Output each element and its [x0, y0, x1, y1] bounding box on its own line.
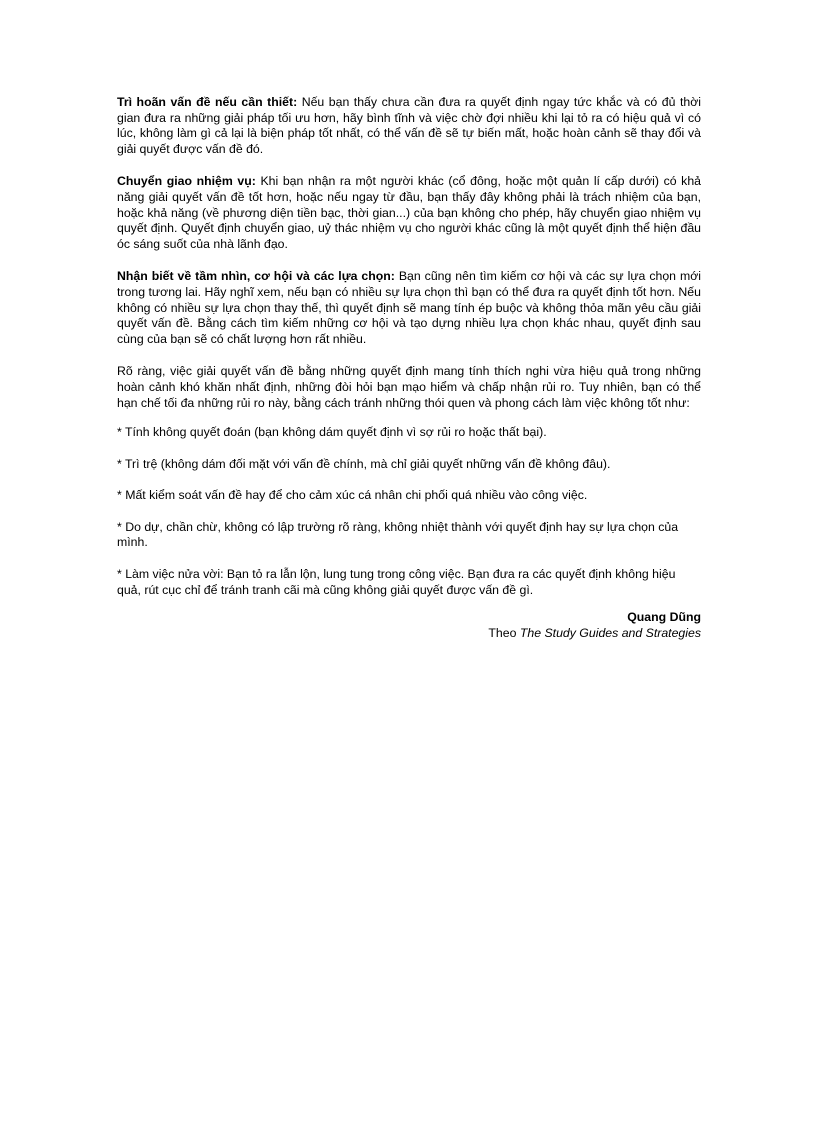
paragraph-delay	[117, 95, 701, 157]
paragraph-text: Khi bạn nhận ra một người khác (cổ đông, hoặc một quản lí cấp dưới) có khả năng giải quyết vấn đề tốt hơn, hoặc nếu ngay từ đầu, bạn thấy đây không phải là trách nhiệm của bạn, hoặc khả năng (về phương diện tiền bạc, thời gian...) của bạn không cho phép, hãy chuyển giao nhiệm vụ quyết định. Quyết định chuyển giao, uỷ thác nhiệm vụ cho người khác cũng là một quyết định thể hiện đầu óc sáng suốt của nhà lãnh đạo.	[117, 174, 701, 251]
source-credit	[117, 626, 701, 642]
paragraph-delegate	[117, 174, 701, 252]
bullet-item: * Do dự, chần chừ, không có lập trường rõ ràng, không nhiệt thành với quyết định hay sự lựa chọn của mình.	[117, 519, 679, 550]
paragraph-text: Nếu bạn thấy chưa cần đưa ra quyết định ngay tức khắc và có đủ thời gian đưa ra những giải pháp tối ưu hơn, hãy bình tĩnh và việc chờ đợi nhiều khi lại tỏ ra có hiệu quả vì có lúc, không làm gì cả lại là biện pháp tốt nhất, có thể vấn đề sẽ tự biến mất, hoặc hoàn cảnh sẽ thay đổi và giải quyết được vấn đề đó.	[117, 95, 701, 156]
paragraph-vision	[117, 269, 701, 347]
paragraph-intro: Rõ ràng, việc giải quyết vấn đề bằng những quyết định mang tính thích nghi vừa hiệu quả trong những hoàn cảnh khó khăn nhất định, những đòi hỏi bạn mạo hiểm và chấp nhận rủi ro. Tuy nhiên, bạn có thể hạn chế tối đa những rủi ro này, bằng cách tránh những thói quen và phong cách làm việc không tốt như:	[117, 364, 701, 410]
bullet-item: * Trì trệ (không dám đối mặt với vấn đề chính, mà chỉ giải quyết những vấn đề không đâu).	[117, 456, 611, 471]
author-name: Quang Dũng	[627, 610, 701, 625]
bullet-item: * Tính không quyết đoán (bạn không dám quyết định vì sợ rủi ro hoặc thất bại).	[117, 425, 547, 440]
signature	[117, 610, 701, 641]
paragraph-text: Bạn cũng nên tìm kiếm cơ hội và các sự lựa chọn mới trong tương lai. Hãy nghĩ xem, nếu bạn có nhiều sự lựa chọn thì bạn có thể đưa ra quyết định tốt hơn. Nếu không có nhiều sự lựa chọn thay thế, thì quyết định sẽ mang tính ép buộc và không thỏa mãn yêu cầu giải quyết vấn đề. Bằng cách tìm kiếm những cơ hội và tạo dựng nhiều lựa chọn khác nhau, quyết định sau cùng của bạn sẽ có chất lượng hơn rất nhiều.	[117, 269, 701, 346]
paragraph-heading: Nhận biết về tầm nhìn, cơ hội và các lựa chọn:	[117, 269, 395, 284]
bullet-item: * Làm việc nửa vời: Bạn tỏ ra lẫn lộn, lung tung trong công việc. Bạn đưa ra các quyết định không hiệu quả, rút cục chỉ để tránh tranh cãi mà cũng không giải quyết được vấn đề gì.	[117, 567, 676, 597]
bullet-item: * Mất kiểm soát vấn đề hay để cho cảm xúc cá nhân chi phối quá nhiều vào công việc.	[117, 488, 588, 503]
document-page	[117, 95, 701, 641]
paragraph-heading: Chuyển giao nhiệm vụ:	[117, 174, 256, 189]
paragraph-heading: Trì hoãn vấn đề nếu cần thiết:	[117, 95, 298, 109]
source-prefix: Theo	[488, 625, 520, 640]
source-title: The Study Guides and Strategies	[519, 625, 701, 640]
